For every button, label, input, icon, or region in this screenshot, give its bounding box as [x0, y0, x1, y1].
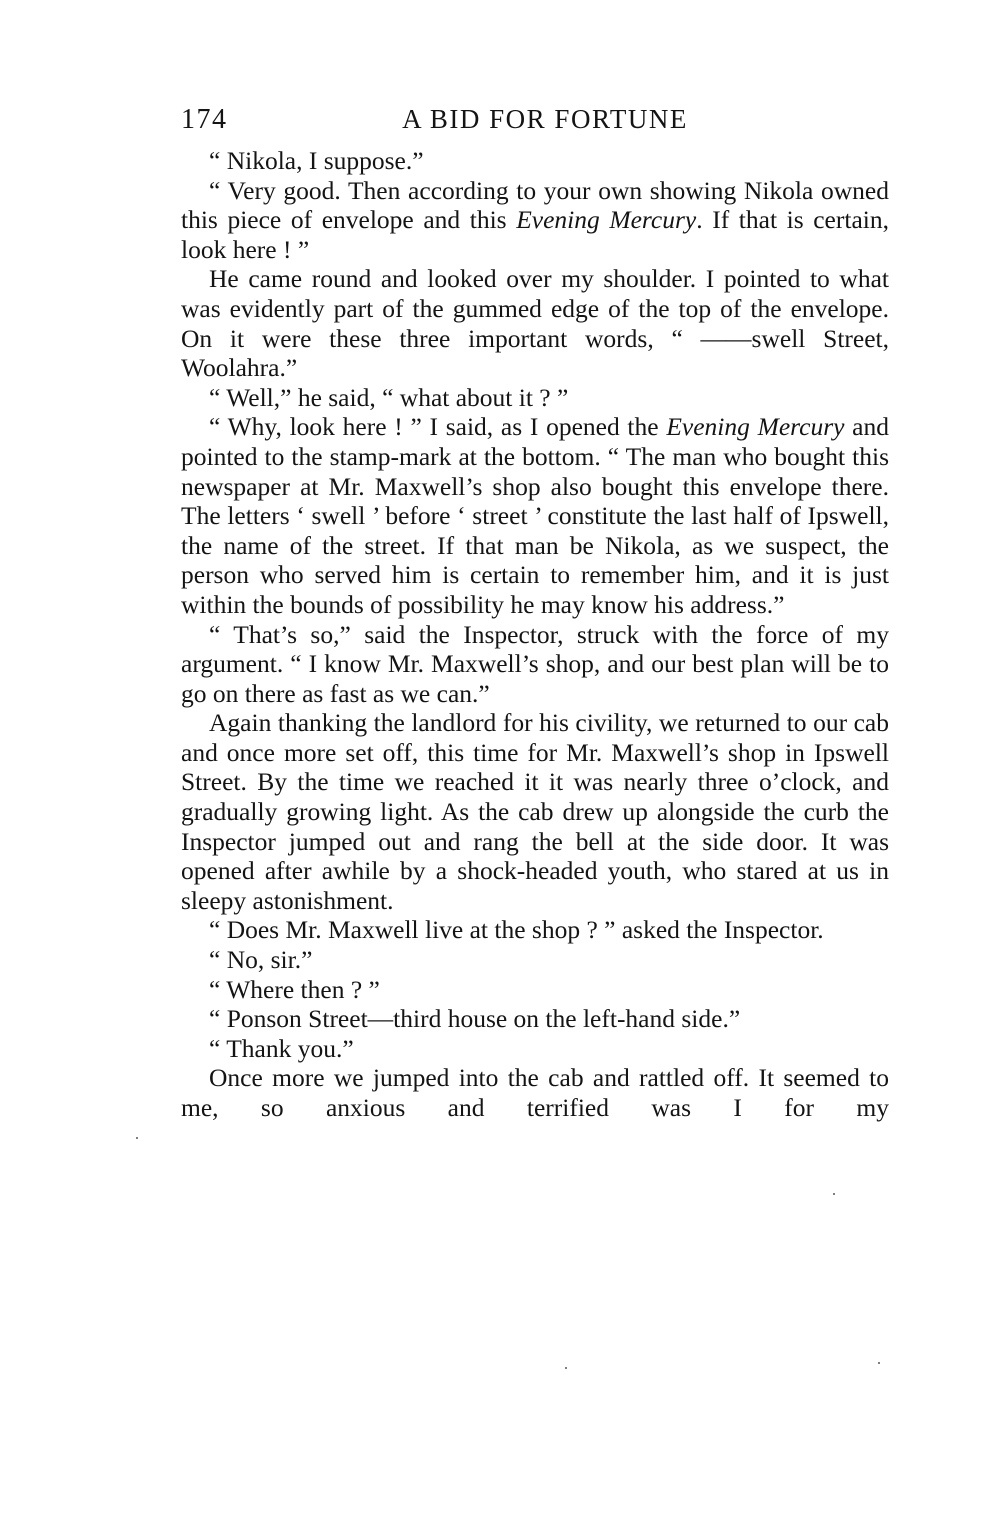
running-head — [181, 100, 889, 146]
body-text — [181, 146, 889, 1123]
newspaper-title: Evening Mercury — [666, 412, 845, 442]
text-run: . If that is certain, look here ! ” — [181, 205, 889, 264]
text-run: “ Very good. Then according to your own showing Nikola owned this piece of envelope and this — [181, 175, 889, 235]
newspaper-title: Evening Mercury — [516, 205, 697, 235]
paragraph: “ That’s so,” said the Inspector, struck with the force of my argument. “ I know Mr. Maxwell’s shop, and our best plan will be to go on there as fast as we can.” — [181, 619, 889, 708]
paragraph: He came round and looked over my shoulder. I pointed to what was evidently part of the gummed edge of the top of the envelope. On it were these three important words, “ ——swell Street, Woolahra.” — [181, 264, 889, 383]
paragraph: “ No, sir.” — [209, 945, 313, 975]
paragraph — [181, 176, 889, 265]
paragraph: “ Nikola, I suppose.” — [209, 146, 424, 175]
paragraph: Again thanking the landlord for his civility, we returned to our cab and once more set off, this time for Mr. Maxwell’s shop in Ipswell Street. By the time we reached it it was nearly three o’clock, and gradually growing light. As the cab drew up alongside the curb the Inspector jumped out and rang the bell at the side door. It was opened after awhile by a shock-headed youth, who stared at us in sleepy astonishment. — [181, 708, 889, 915]
text-run: and pointed to the stamp-mark at the bottom. “ The man who bought this newspaper at Mr. Maxwell’s shop also bought this envelope there. The letters ‘ swell ’ before ‘ street ’ constitute the last half of Ipswell, the name of the street. If that man be Nikola, as we suspect, the person who served him is certain to remember him, and it is just within the bounds of possibility he may know his address.” — [181, 412, 889, 619]
paragraph: “ Does Mr. Maxwell live at the shop ? ” asked the Inspector. — [209, 915, 824, 945]
scan-speck — [833, 1193, 835, 1195]
paragraph: “ Thank you.” — [209, 1033, 354, 1063]
page-number: 174 — [181, 104, 228, 135]
book-page — [181, 100, 889, 1123]
paragraph: “ Where then ? ” — [209, 974, 380, 1004]
scan-speck — [565, 1367, 567, 1369]
paragraph: “ Well,” he said, “ what about it ? ” — [209, 382, 569, 412]
scan-speck — [878, 1362, 880, 1364]
running-title: A BID FOR FORTUNE — [402, 104, 688, 134]
paragraph: “ Ponson Street—third house on the left-hand side.” — [209, 1004, 741, 1034]
scan-speck — [136, 1137, 138, 1139]
paragraph — [181, 412, 889, 619]
text-run: “ Why, look here ! ” I said, as I opened the — [209, 412, 667, 442]
paragraph: Once more we jumped into the cab and rattled off. It seemed to me, so anxious and terrified was I for my — [181, 1063, 889, 1122]
